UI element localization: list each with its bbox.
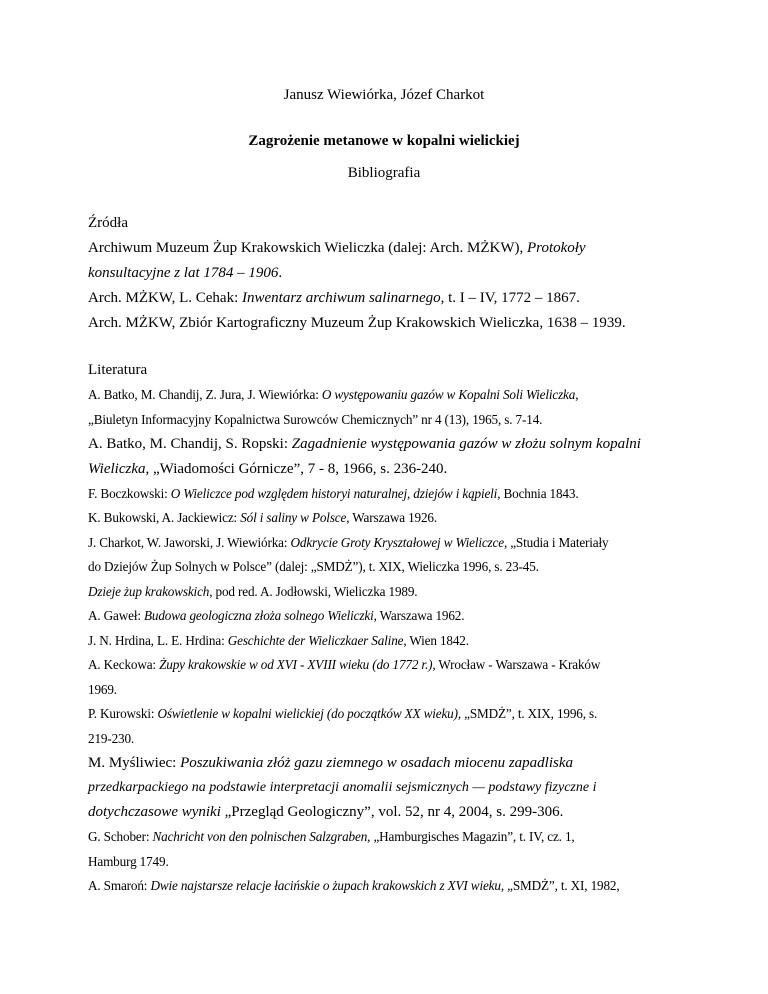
literature-heading: Literatura <box>88 362 148 378</box>
lit-entry-9-line-2: 1969. <box>88 682 117 697</box>
lit-entry-12-line-2: Hamburg 1749. <box>88 854 169 869</box>
lit-entry-11-line-3: dotychczasowe wyniki „Przegląd Geologiczny”, vol. 52, nr 4, 2004, s. 299-306. <box>88 804 564 820</box>
lit-entry-10-line-1: P. Kurowski: Oświetlenie w kopalni wielickiej (do początków XX wieku), „SMDŻ”, t. XIX, 1996, s. <box>88 706 598 721</box>
lit-entry-2-line-1: A. Batko, M. Chandij, S. Ropski: Zagadnienie występowania gazów w złożu solnym kopalni <box>88 436 641 452</box>
lit-entry-11-line-2: przedkarpackiego na podstawie interpretacji anomalii sejsmicznych — podstawy fizyczne i <box>88 780 597 795</box>
lit-entry-6: Dzieje żup krakowskich, pod red. A. Jodłowski, Wieliczka 1989. <box>88 584 418 599</box>
lit-entry-9-line-1: A. Keckowa: Żupy krakowskie w od XVI - XVIII wieku (do 1772 r.), Wrocław - Warszawa - Kraków <box>88 657 601 672</box>
lit-entry-8: J. N. Hrdina, L. E. Hrdina: Geschichte der Wieliczkaer Saline, Wien 1842. <box>88 633 469 648</box>
source-entry-1-line-2: konsultacyjne z lat 1784 – 1906. <box>88 265 283 281</box>
lit-entry-5-line-1: J. Charkot, W. Jaworski, J. Wiewiórka: Odkrycie Groty Kryształowej w Wieliczce, „Studia i Materiały <box>88 535 609 550</box>
lit-entry-1-line-2: „Biuletyn Informacyjny Kopalnictwa Surowców Chemicznych” nr 4 (13), 1965, s. 7-14. <box>88 412 543 427</box>
lit-entry-13: A. Smaroń: Dwie najstarsze relacje łacińskie o żupach krakowskich z XVI wieku, „SMDŻ”, t. XI, 1982, <box>88 878 620 893</box>
document-subtitle: Bibliografia <box>347 165 421 181</box>
lit-entry-12-line-1: G. Schober: Nachricht von den polnischen Salzgraben, „Hamburgisches Magazin”, t. IV, cz. 1, <box>88 829 575 844</box>
source-entry-1-line-1: Archiwum Muzeum Żup Krakowskich Wieliczka (dalej: Arch. MŻKW), Protokoły <box>88 240 586 256</box>
lit-entry-2-line-2: Wieliczka, „Wiadomości Górnicze”, 7 - 8, 1966, s. 236-240. <box>88 461 448 477</box>
source-entry-3: Arch. MŻKW, Zbiór Kartograficzny Muzeum Żup Krakowskich Wieliczka, 1638 – 1939. <box>88 315 626 331</box>
lit-entry-10-line-2: 219-230. <box>88 731 135 746</box>
source-entry-2: Arch. MŻKW, L. Cehak: Inwentarz archiwum salinarnego, t. I – IV, 1772 – 1867. <box>88 290 580 306</box>
lit-entry-5-line-2: do Dziejów Żup Solnych w Polsce” (dalej: „SMDŻ”), t. XIX, Wieliczka 1996, s. 23-45. <box>88 559 539 574</box>
authors: Janusz Wiewiórka, Józef Charkot <box>283 87 485 103</box>
lit-entry-11-line-1: M. Myśliwiec: Poszukiwania złóż gazu ziemnego w osadach miocenu zapadliska <box>88 755 573 771</box>
lit-entry-4: K. Bukowski, A. Jackiewicz: Sól i saliny w Polsce, Warszawa 1926. <box>88 510 437 525</box>
lit-entry-1-line-1: A. Batko, M. Chandij, Z. Jura, J. Wiewiórka: O występowaniu gazów w Kopalni Soli Wieliczka, <box>88 387 579 402</box>
title-text: Zagrożenie metanowe w kopalni wielickiej <box>248 133 520 149</box>
lit-entry-3: F. Boczkowski: O Wieliczce pod względem historyi naturalnej, dziejów i kąpieli, Bochnia 1843. <box>88 486 579 501</box>
document-title <box>0 133 768 150</box>
lit-entry-7: A. Gaweł: Budowa geologiczna złoża solnego Wieliczki, Warszawa 1962. <box>88 608 465 623</box>
sources-heading: Źródła <box>88 215 128 231</box>
